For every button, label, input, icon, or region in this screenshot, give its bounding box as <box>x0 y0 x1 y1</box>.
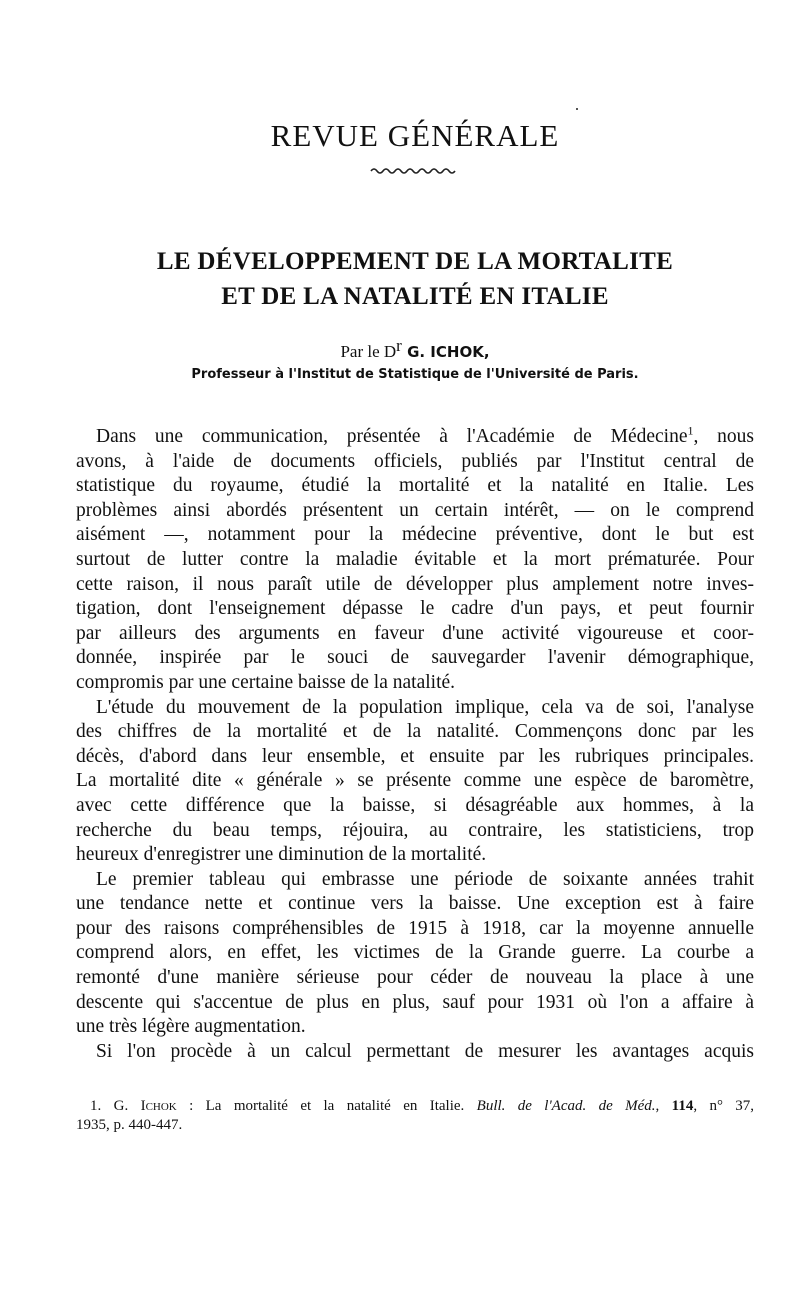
text-line: compromis par une certaine baisse de la natalité. <box>76 671 456 693</box>
text-line: par ailleurs des arguments en faveur d'une activité vigoureuse et coor- <box>76 622 754 644</box>
text-line: avons, à l'aide de documents officiels, publiés par l'Institut central de <box>76 450 754 472</box>
text-line-content: Dans une communication, présentée à l'Académie de Médecine <box>96 426 688 447</box>
text-line: recherche du beau temps, réjouira, au contraire, les statisticiens, trop <box>76 819 754 841</box>
footnote-line: 1935, p. 440-447. <box>76 1117 183 1133</box>
text-line: statistique du royaume, étudié la mortalité et la natalité en Italie. Les <box>76 475 754 497</box>
text-line: tigation, dont l'enseignement dépasse le cadre d'un pays, et peut fournir <box>76 598 754 620</box>
text-line-tail: , nous <box>693 426 755 447</box>
text-line: comprend alors, en effet, les victimes de la Grande guerre. La courbe a <box>76 942 754 964</box>
author-prefix-sup: r <box>396 336 402 355</box>
section-title: REVUE GÉNÉRALE <box>270 118 560 153</box>
article-title <box>76 244 754 314</box>
footnote-number: 1. <box>90 1098 102 1114</box>
footnote-text: : La mortalité et la natalité en Italie. <box>189 1098 465 1114</box>
body-text <box>76 425 754 1064</box>
author-affiliation: Professeur à l'Institut de Statistique de l'Université de Paris. <box>191 367 639 382</box>
author-line <box>76 336 754 362</box>
text-line: des chiffres de la mortalité et de la natalité. Commençons donc par les <box>76 721 754 743</box>
text-line: cette raison, il nous paraît utile de développer plus amplement notre inves- <box>76 573 754 595</box>
text-line: Le premier tableau qui embrasse une période de soixante années trahit <box>96 868 754 890</box>
footnote <box>76 1097 754 1135</box>
text-line <box>76 425 754 450</box>
text-line: aisément —, notamment pour la médecine préventive, dont le but est <box>76 524 754 546</box>
text-line: problèmes ainsi abordés présentent un certain intérêt, — on le comprend <box>76 499 754 521</box>
text-line: pour des raisons compréhensibles de 1915 à 1918, car la moyenne annuelle <box>76 917 754 939</box>
text-line: une tendance nette et continue vers la baisse. Une exception est à faire <box>76 893 754 915</box>
text-line: avec cette différence que la baisse, si désagréable aux hommes, à la <box>76 794 754 816</box>
page <box>76 0 754 1304</box>
author-name: G. ICHOK, <box>407 343 490 361</box>
footnote-issue: , n° 37, <box>693 1098 755 1114</box>
article-title-line: LE DÉVELOPPEMENT DE LA MORTALITE <box>156 248 674 275</box>
footnote-volume: 114 <box>671 1098 694 1114</box>
text-line: remonté d'une manière sérieuse pour céder de nouveau la place à une <box>76 967 754 989</box>
footnote-line: 1. G. Ichok : La mortalité et la natalité en Italie. Bull. de l'Acad. de Méd., 114, n° 37, <box>90 1098 755 1114</box>
text-line: surtout de lutter contre la maladie évitable et la mort prématurée. Pour <box>76 548 754 570</box>
wavy-ornament <box>370 166 456 176</box>
author-prefix: Par le D <box>340 342 397 361</box>
footnote-journal: Bull. de l'Acad. de Méd. <box>476 1098 656 1114</box>
text-line: La mortalité dite « générale » se présente comme une espèce de baromètre, <box>76 770 754 792</box>
article-title-line: ET DE LA NATALITÉ EN ITALIE <box>221 283 609 310</box>
text-line: descente qui s'accentue de plus en plus, sauf pour 1931 où l'on a affaire à <box>76 991 754 1013</box>
footnote-author: G. Ichok <box>113 1098 177 1114</box>
text-line: L'étude du mouvement de la population implique, cela va de soi, l'analyse <box>96 696 754 718</box>
text-line: décès, d'abord dans leur ensemble, et ensuite par les rubriques principales. <box>76 745 754 767</box>
text-line: heureux d'enregistrer une diminution de la mortalité. <box>76 844 487 866</box>
text-line: Si l'on procède à un calcul permettant de mesurer les avantages acquis <box>96 1040 754 1062</box>
text-line: une très légère augmentation. <box>76 1016 306 1038</box>
footnote-reference: 1 <box>687 423 694 438</box>
text-line: donnée, inspirée par le souci de sauvegarder l'avenir démographique, <box>76 647 754 669</box>
